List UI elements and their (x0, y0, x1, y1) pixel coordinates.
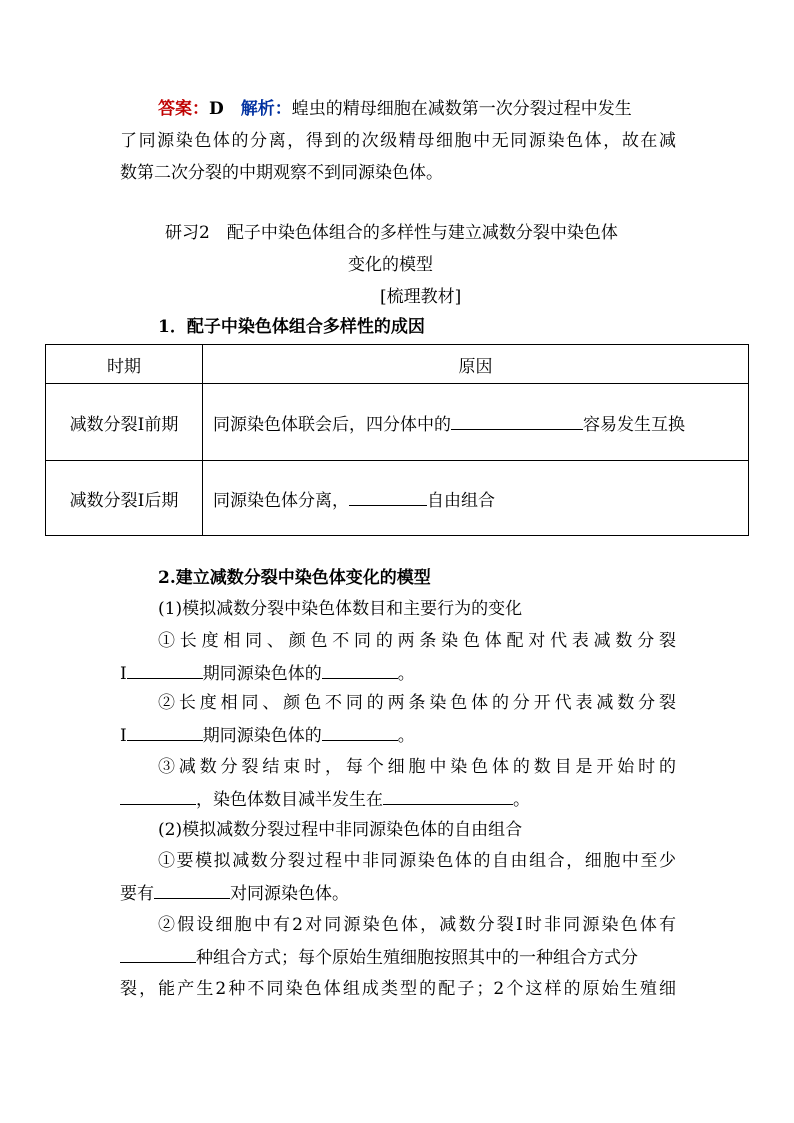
item3-line-2 (120, 788, 530, 811)
reason-text: 同源染色体分离， (213, 490, 349, 511)
part2-sub1: (1)模拟减数分裂中染色体数目和主要行为的变化 (158, 599, 523, 619)
part2-sub2: (2)模拟减数分裂过程中非同源染色体的自由组合 (158, 820, 523, 840)
section-subtitle: [梳理教材] (380, 287, 462, 307)
fill-blank[interactable] (322, 724, 398, 741)
fill-blank[interactable] (322, 662, 398, 679)
table-row (46, 384, 749, 461)
item-text: Ⅰ (120, 726, 127, 746)
item-text: Ⅰ (120, 664, 127, 684)
item2-line-2 (120, 724, 415, 747)
answer-label: 答案： (158, 99, 209, 119)
item1-line-2 (120, 662, 415, 685)
row-period: 减数分裂Ⅰ前期 (46, 384, 203, 461)
item5-line-1: ②假设细胞中有2对同源染色体，减数分裂Ⅰ时非同源染色体有 (158, 915, 676, 935)
section-title-line-2: 变化的模型 (348, 255, 433, 275)
item3-line-1: ③减数分裂结束时，每个细胞中染色体的数目是开始时的 (158, 757, 676, 777)
item1-line-1: ①长度相同、颜色不同的两条染色体配对代表减数分裂 (158, 631, 676, 651)
answer-line-1 (158, 98, 632, 120)
table-row (46, 461, 749, 536)
row-reason (203, 384, 749, 461)
fill-blank[interactable] (127, 724, 203, 741)
chromosome-diversity-table (45, 344, 749, 536)
item-text: 种组合方式；每个原始生殖细胞按照其中的一种组合方式分 (196, 948, 638, 968)
analysis-text-1: 蝗虫的精母细胞在减数第一次分裂过程中发生 (291, 99, 632, 119)
item2-line-1: ②长度相同、颜色不同的两条染色体的分开代表减数分裂 (158, 693, 676, 713)
table-header-row (46, 345, 749, 384)
item-text: ，染色体数目减半发生在 (196, 790, 383, 810)
item-text: 对同源染色体。 (230, 884, 349, 904)
item-text: 。 (513, 790, 530, 810)
reason-text: 容易发生互换 (583, 414, 685, 435)
part2-heading: 2.建立减数分裂中染色体变化的模型 (158, 568, 431, 588)
item-text: 。 (397, 664, 415, 684)
fill-blank[interactable] (120, 788, 196, 805)
analysis-text-3: 数第二次分裂的中期观察不到同源染色体。 (120, 163, 443, 183)
item-text: 要有 (120, 884, 154, 904)
item-text: 。 (397, 726, 415, 746)
item4-line-2 (120, 882, 349, 905)
item5-line-3: 裂，能产生2种不同染色体组成类型的配子；2个这样的原始生殖细 (120, 979, 676, 999)
analysis-label: 解析： (240, 99, 292, 119)
header-period: 时期 (46, 345, 203, 384)
reason-text: 自由组合 (427, 490, 495, 511)
fill-blank[interactable] (349, 489, 427, 506)
fill-blank[interactable] (127, 662, 203, 679)
part1-heading: 1．配子中染色体组合多样性的成因 (158, 317, 425, 337)
item4-line-1: ①要模拟减数分裂过程中非同源染色体的自由组合，细胞中至少 (158, 851, 676, 871)
fill-blank[interactable] (451, 413, 583, 430)
row-period: 减数分裂Ⅰ后期 (46, 461, 203, 536)
reason-text: 同源染色体联会后，四分体中的 (213, 414, 451, 435)
fill-blank[interactable] (154, 882, 230, 899)
item-text: 期同源染色体的 (202, 726, 322, 746)
fill-blank[interactable] (120, 946, 196, 963)
row-reason (203, 461, 749, 536)
analysis-text-2: 了同源染色体的分离，得到的次级精母细胞中无同源染色体，故在减 (120, 131, 676, 151)
item-text: 期同源染色体的 (202, 664, 322, 684)
header-reason: 原因 (203, 345, 749, 384)
item5-line-2 (120, 946, 638, 969)
fill-blank[interactable] (383, 788, 513, 805)
section-title-line-1: 研习2 配子中染色体组合的多样性与建立减数分裂中染色体 (165, 223, 618, 243)
answer-value: D (209, 99, 224, 119)
